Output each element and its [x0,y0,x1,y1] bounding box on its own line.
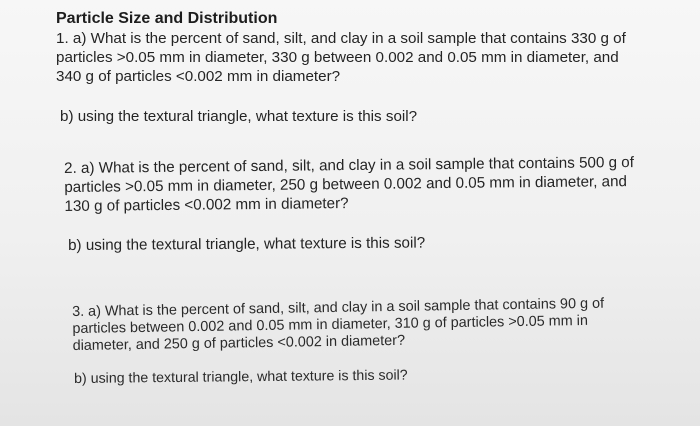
question-2-part-a: 2. a) What is the percent of sand, silt, and clay in a soil sample that contains 500 g of particles >0.05 mm in diameter, 250 g between 0.002 and 0.05 mm in diameter, and 130 g of particles <0.002 mm in diameter? [64,154,635,215]
question-1-part-b: b) using the textural triangle, what texture is this soil? [60,108,418,125]
page-title: Particle Size and Distribution [56,10,278,27]
question-2-part-b: b) using the textural triangle, what texture is this soil? [68,234,426,254]
question-1-part-a: 1. a) What is the percent of sand, silt, and clay in a soil sample that contains 330 g of particles >0.05 mm in diameter, 330 g between 0.002 and 0.05 mm in diameter, and 340 g of particles <0.002 mm in diameter? [56,30,626,85]
question-3-part-b: b) using the textural triangle, what texture is this soil? [74,367,408,387]
question-3-part-a: 3. a) What is the percent of sand, silt, and clay in a soil sample that contains 90 g of particles between 0.002 and 0.05 mm in diameter, 310 g of particles >0.05 mm in diameter, and 250 g of particles <0.002 in diameter? [72,295,605,354]
